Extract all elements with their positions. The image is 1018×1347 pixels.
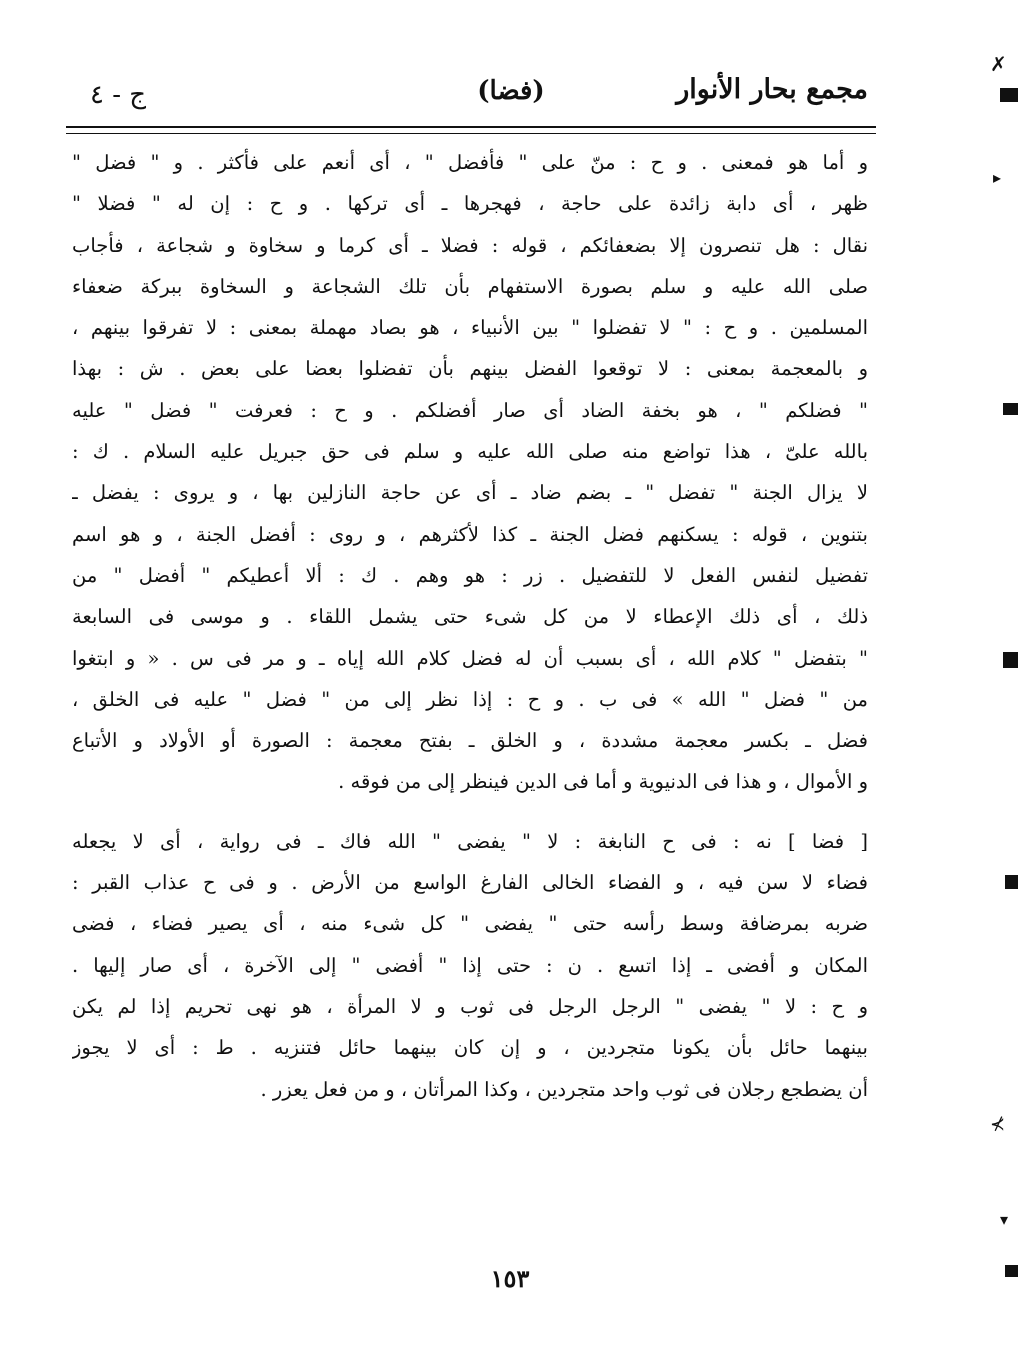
scan-mark-icon: ✗: [990, 52, 1007, 76]
scan-mark-icon: [1005, 1265, 1018, 1277]
text-line: بتنوين ، قوله : يسكنهم فضل الجنة ـ كذا لأكثرهم ، و روى : أفضل الجنة ، و هو اسم: [72, 522, 868, 546]
text-line: نقال : هل تنصرون إلا بضعفائكم ، قوله : فضلا ـ أى كرما و سخاوة و شجاعة ، فأجاب: [72, 233, 868, 257]
text-line: من " فضل " الله » فى ب . و ح : إذا نظر إلى من " فضل " عليه فى الخلق ،: [72, 687, 868, 711]
scan-mark-icon: [1003, 652, 1018, 668]
text-line: بالله علىّ ، هذا تواضع منه صلى الله عليه و سلم فى حق جبريل عليه السلام . ك :: [72, 440, 868, 464]
scan-mark-icon: ⊀: [990, 1114, 1006, 1135]
text-line: ضربه بمرضافة وسط رأسه حتى " يفضى " كل شىء منه ، أى يصير فضاء ، فضى: [72, 912, 868, 936]
main-text: [72, 142, 868, 1110]
text-line: [ فضا ] نه : فى ح النابغة : لا " يفضى " الله فاك ـ فى رواية ، أى لا يجعله: [72, 829, 868, 853]
text-line: فضل ـ بكسر معجمة مشددة ، و الخلق ـ بفتح معجمة : الصورة أو الأولاد و الأتباع: [72, 729, 868, 753]
text-line: " بتفضل " كلام الله ، أى بسبب أن له فضل كلام الله إياه ـ و مر فى س . « و ابتغوا: [72, 646, 868, 670]
text-line: ذلك ، أى ذلك الإعطاء لا من كل شىء حتى يشمل اللقاء . و موسى فى السابعة: [72, 605, 868, 629]
entry-word: (فضا): [477, 76, 545, 106]
text-line: أن يضطجع رجلان فى ثوب واحد متجردين ، وكذا المرأتان ، و من فعل يعزر .: [260, 1077, 868, 1101]
header-rule-thin: [66, 133, 876, 134]
text-line: و ح : لا " يفضى " الرجل الرجل فى ثوب و لا المرأة ، هو نهى تحريم إذا لم يكن: [72, 994, 868, 1018]
scan-mark-icon: [1003, 403, 1018, 415]
text-line: ظهر ، أى دابة زائدة على حاجة ، فهجرها ـ أى تركها . و ح : إن له " فضلا ": [72, 192, 868, 216]
text-line: تفضيل لنفس الفعل لا للتفضيل . زر : هو وهم . ك : ألا أعطيكم " أفضل " من: [72, 563, 868, 587]
scan-mark-icon: ▾: [1000, 1210, 1009, 1229]
text-line: المسلمين . و ح : " لا تفضلوا " بين الأنبياء ، هو بصاد مهملة بمعنى : لا تفرقوا بينهم ،: [72, 316, 868, 340]
book-title: مجمع بحار الأنوار: [676, 74, 868, 105]
text-line: و أما هو فمعنى . و ح : منّ على " فأفضل " ، أى أنعم على فأكثر . و " فضل ": [72, 151, 868, 174]
text-line: المكان و أفضى ـ إذا اتسع . ن : حتى إذا " أفضى " إلى الآخرة ، أى صار إليها .: [72, 953, 868, 977]
paragraph-gap: [72, 803, 868, 821]
text-line: فضاء لا سن فيه ، و الفضاء الخالى الفارغ الواسع من الأرض . و فى ح عذاب القبر :: [72, 871, 868, 895]
text-line: لا يزال الجنة " تفضل " ـ بضم ضاد ـ أى عن حاجة النازلين بها ، و يروى : يفضل ـ: [72, 481, 868, 505]
text-line: بينهما حائل بأن يكونا متجردين ، و إن كان بينهما حائل فتنزيه . ط : أى لا يجوز: [72, 1036, 868, 1060]
volume-label: ج - ٤: [90, 80, 147, 110]
text-line: و بالمعجمة بمعنى : لا توقعوا الفضل بينهم بأن تفضلوا بعضا على بعض . ش : بهذا: [72, 357, 868, 381]
scan-mark-icon: [1000, 88, 1018, 102]
header-rule-thick: [66, 126, 876, 128]
text-line: " فضلكم " ، هو بخفة الضاد أى صار أفضلكم . و ح : فعرفت " فضل " عليه: [72, 398, 868, 422]
text-line: صلى الله عليه و سلم بصورة الاستفهام بأن تلك الشجاعة و السخاوة ببركة ضعفاء: [72, 274, 868, 298]
scan-mark-icon: [1005, 875, 1018, 889]
text-line: و الأموال ، و هذا فى الدنيوية و أما فى الدين فينظر إلى من فوقه .: [338, 770, 868, 794]
page-number: ١٥٣: [490, 1264, 530, 1293]
scan-mark-icon: ▸: [993, 168, 1002, 187]
